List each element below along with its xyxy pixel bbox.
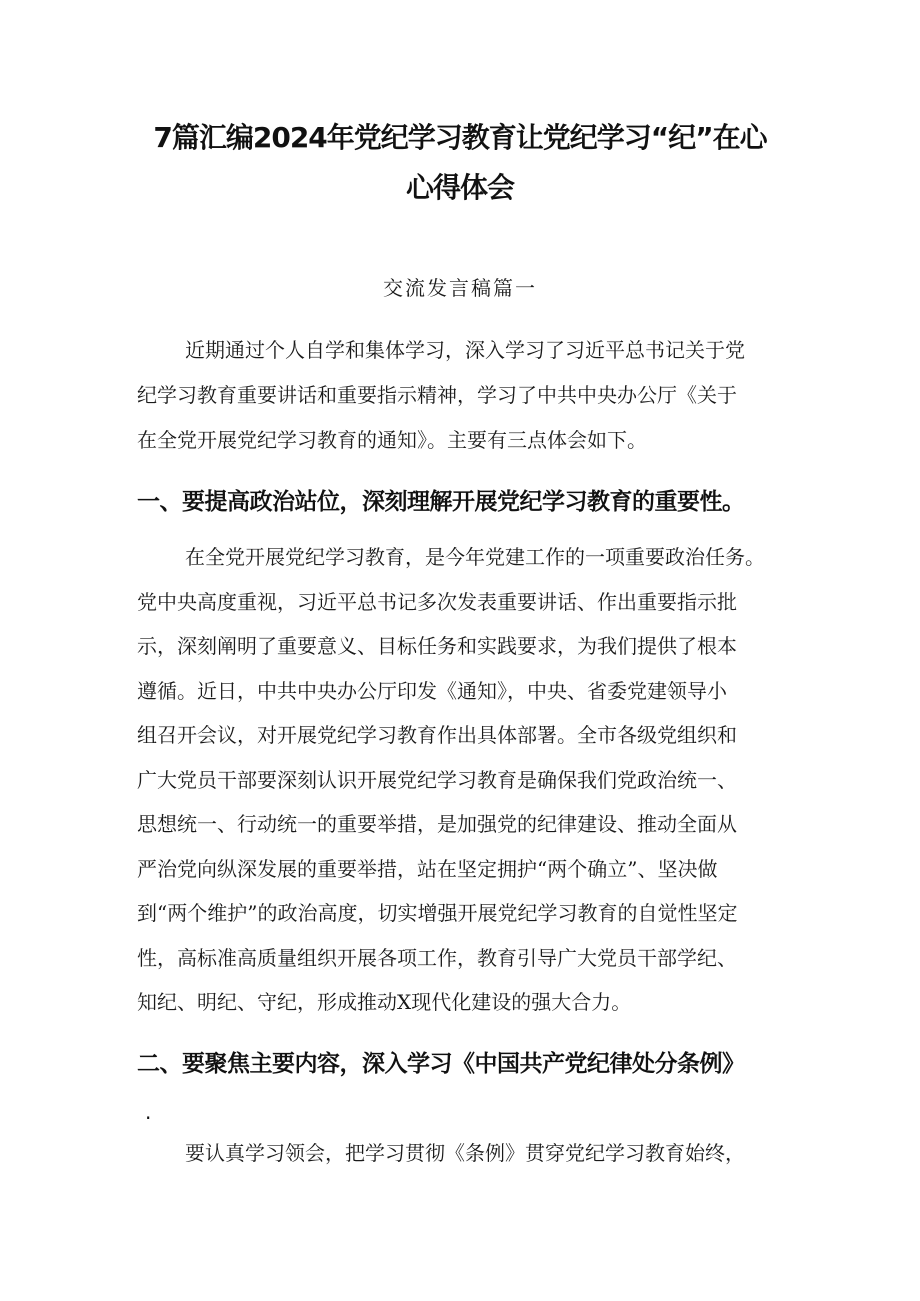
heading2-trailing-period: . [145, 1100, 152, 1124]
section1-line: 严治党向纵深发展的重要举措，站在坚定拥护“两个确立”、坚决做 [137, 857, 718, 881]
section1-line: 广大党员干部要深刻认识开展党纪学习教育是确保我们党政治统一、 [137, 768, 737, 792]
section-heading-1: 一、要提高政治站位，深刻理解开展党纪学习教育的重要性。 [137, 489, 745, 515]
section1-line: 性，高标准高质量组织开展各项工作，教育引导广大党员干部学纪、 [137, 946, 737, 970]
intro-line: 纪学习教育重要讲话和重要指示精神，学习了中共中央办公厅《关于 [137, 383, 737, 407]
section1-line: 遵循。近日，中共中央办公厅印发《通知》，中央、省委党建领导小 [137, 679, 727, 703]
section1-line: 知纪、明纪、守纪，形成推动X现代化建设的强大合力。 [137, 990, 632, 1014]
section2-line: 要认真学习领会，把学习贯彻《条例》贯穿党纪学习教育始终， [185, 1141, 745, 1165]
section1-line: 党中央高度重视，习近平总书记多次发表重要讲话、作出重要指示批 [137, 590, 737, 614]
document-title-line2: 心得体会 [405, 171, 514, 204]
section-heading-2: 二、要聚焦主要内容，深入学习《中国共产党纪律处分条例》 [137, 1051, 745, 1077]
section1-line: 在全党开展党纪学习教育，是今年党建工作的一项重要政治任务。 [185, 545, 765, 569]
document-subtitle: 交流发言稿篇一 [383, 276, 537, 300]
intro-line: 在全党开展党纪学习教育的通知》。主要有三点体会如下。 [137, 428, 647, 452]
section1-line: 组召开会议，对开展党纪学习教育作出具体部署。全市各级党组织和 [137, 723, 737, 747]
document-title-line1: 7篇汇编2024年党纪学习教育让党纪学习“纪”在心 [153, 121, 767, 154]
section1-line: 到“两个维护”的政治高度，切实增强开展党纪学习教育的自觉性坚定 [137, 901, 738, 925]
section1-line: 示，深刻阐明了重要意义、目标任务和实践要求，为我们提供了根本 [137, 634, 737, 658]
intro-line: 近期通过个人自学和集体学习，深入学习了习近平总书记关于党 [185, 338, 745, 362]
section1-line: 思想统一、行动统一的重要举措，是加强党的纪律建设、推动全面从 [137, 812, 737, 836]
